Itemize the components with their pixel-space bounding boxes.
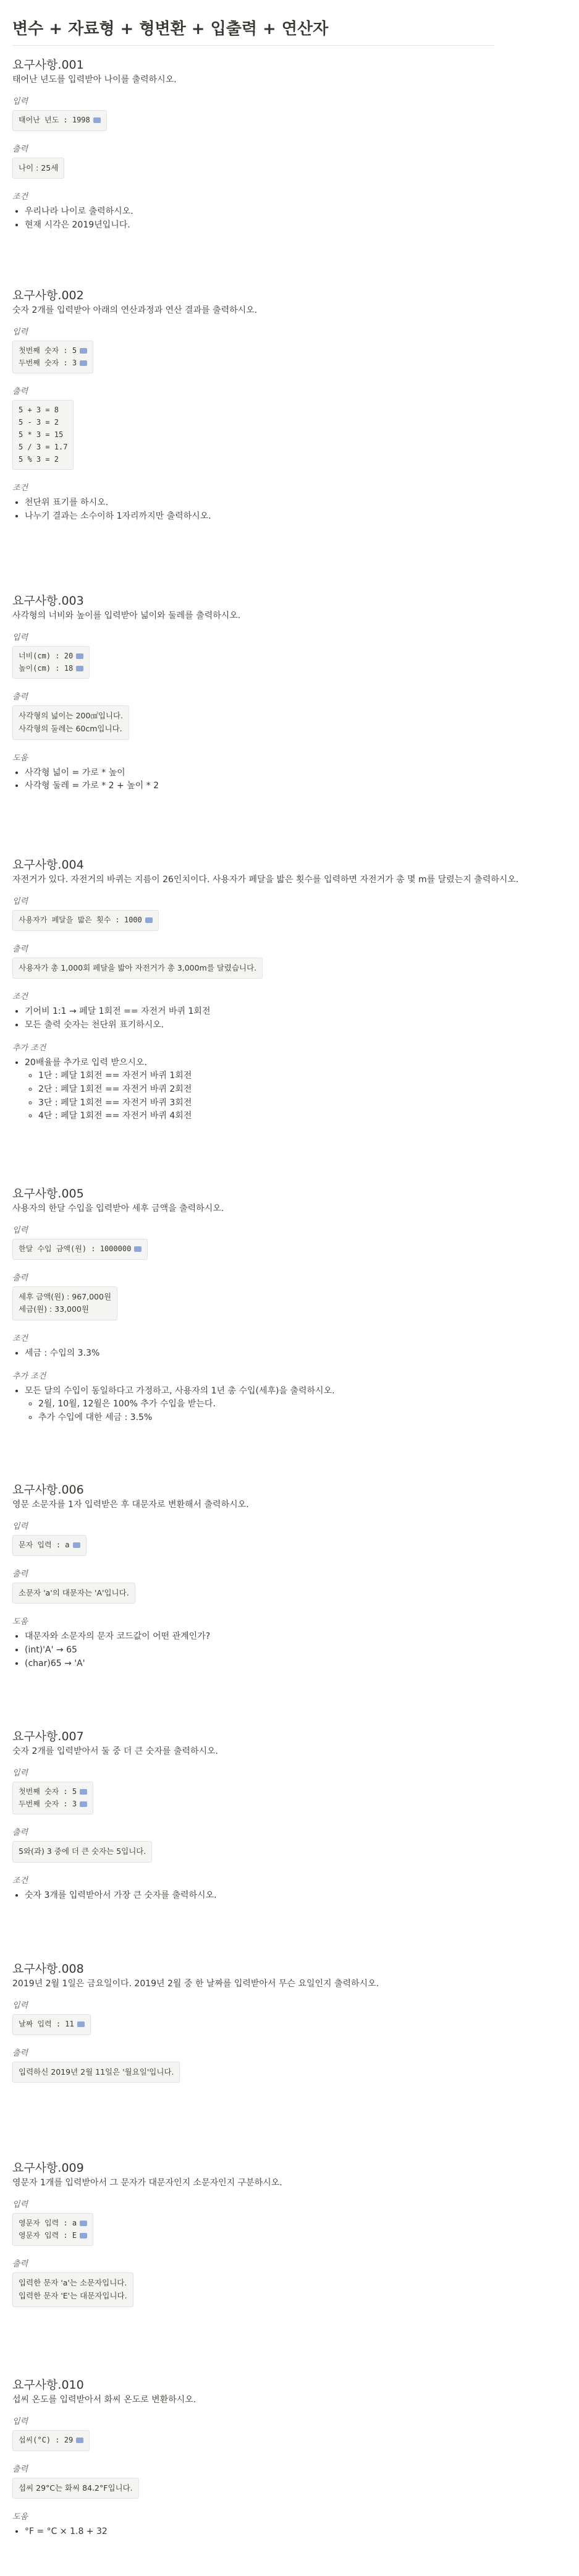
section-description: 자전거가 있다. 자전거의 바퀴는 지름이 26인치이다. 사용자가 페달을 밟은 횟수를 입력하면 자전거가 총 몇 m를 달렸는지 출력하시오. bbox=[12, 875, 519, 885]
output-box bbox=[12, 1841, 152, 1863]
input-label: 입력 bbox=[12, 2000, 28, 2010]
output-label: 출력 bbox=[12, 944, 28, 954]
list-item bbox=[25, 767, 556, 780]
list-item-text: 우리나라 나이로 출력하시오. bbox=[25, 206, 133, 217]
page-title: 변수 + 자료형 + 형변환 + 입출력 + 연산자 bbox=[12, 16, 494, 46]
output-box bbox=[12, 158, 64, 179]
input-line bbox=[19, 2217, 87, 2230]
list-item bbox=[25, 219, 556, 232]
output-line bbox=[19, 404, 67, 417]
sub-list-item: ◦ 2단 : 페달 1회전 == 자전거 바퀴 2회전 bbox=[38, 1083, 556, 1097]
input-line bbox=[19, 2018, 85, 2031]
input-text: 문자 입력 : a bbox=[19, 1540, 70, 1549]
section-description: 영문 소문자를 1자 입력받은 후 대문자로 변환해서 출력하시오. bbox=[12, 1500, 249, 1510]
cursor-icon bbox=[80, 2221, 87, 2226]
output-label: 출력 bbox=[12, 1273, 28, 1283]
condition-label: 조건 bbox=[12, 1333, 28, 1343]
output-line bbox=[19, 2482, 133, 2495]
output-box bbox=[12, 1286, 117, 1320]
input-box bbox=[12, 1782, 93, 1815]
input-line bbox=[19, 650, 83, 663]
input-line bbox=[19, 357, 87, 370]
section-title: 요구사항.009 bbox=[12, 2161, 84, 2175]
section-title: 요구사항.003 bbox=[12, 594, 84, 608]
section-002 bbox=[12, 286, 556, 532]
list-item-text: °F = °C × 1.8 + 32 bbox=[25, 2527, 108, 2537]
input-label: 입력 bbox=[12, 2200, 28, 2209]
list-item bbox=[25, 1657, 556, 1671]
input-line bbox=[19, 1243, 142, 1256]
list-item bbox=[25, 510, 556, 524]
output-line bbox=[19, 2290, 127, 2303]
cursor-icon bbox=[73, 1542, 80, 1548]
cursor-icon bbox=[80, 2233, 87, 2238]
input-label: 입력 bbox=[12, 1225, 28, 1235]
input-box bbox=[12, 110, 107, 131]
sub-list-item: ◦ 3단 : 페달 1회전 == 자전거 바퀴 3회전 bbox=[38, 1097, 556, 1110]
output-label: 출력 bbox=[12, 2259, 28, 2269]
condition-list bbox=[12, 1889, 556, 1903]
output-label: 출력 bbox=[12, 692, 28, 702]
section-description: 영문자 1개를 입력받아서 그 문자가 대문자인지 소문자인지 구분하시오. bbox=[12, 2178, 282, 2188]
input-label: 입력 bbox=[12, 2417, 28, 2426]
section-description: 섭씨 온도를 입력받아서 화씨 온도로 변환하시오. bbox=[12, 2395, 197, 2405]
input-text: 두번째 숫자 : 3 bbox=[19, 358, 77, 367]
hint-list bbox=[12, 767, 556, 793]
section-title: 요구사항.007 bbox=[12, 1730, 84, 1743]
list-item-text: 숫자 3개를 입력받아서 가장 큰 숫자를 출력하시오. bbox=[25, 1890, 217, 1901]
hint-label: 도움 bbox=[12, 2512, 28, 2522]
input-box bbox=[12, 1535, 87, 1556]
output-line bbox=[19, 2066, 174, 2079]
input-text: 높이(cm) : 18 bbox=[19, 663, 74, 673]
list-item-text: 모든 달의 수입이 동일하다고 가정하고, 사용자의 1년 총 수입(세후)을 출력하시오. bbox=[25, 1385, 335, 1396]
additional-label: 추가 조건 bbox=[12, 1043, 46, 1053]
list-item-text: 현재 시각은 2019년입니다. bbox=[25, 220, 130, 230]
output-text: 소문자 'a'의 대문자는 'A'입니다. bbox=[19, 1588, 129, 1597]
input-text: 너비(cm) : 20 bbox=[19, 651, 74, 660]
input-text: 두번째 숫자 : 3 bbox=[19, 1799, 77, 1808]
section-008 bbox=[12, 1960, 556, 2094]
output-text: 사각형의 둘레는 60cm입니다. bbox=[19, 724, 122, 734]
input-label: 입력 bbox=[12, 96, 28, 106]
output-text: 세후 금액(원) : 967,000원 bbox=[19, 1291, 112, 1301]
list-item bbox=[25, 1644, 556, 1657]
cursor-icon bbox=[145, 917, 153, 923]
output-label: 출력 bbox=[12, 1569, 28, 1579]
list-item-text: (char)65 → 'A' bbox=[25, 1658, 85, 1668]
list-item bbox=[25, 1347, 556, 1361]
output-text: 입력하신 2019년 2월 11일은 '월요일'입니다. bbox=[19, 2067, 174, 2077]
list-item-text: 20배율를 추가로 입력 받으시오. bbox=[25, 1057, 147, 1068]
input-box bbox=[12, 646, 90, 679]
input-line bbox=[19, 914, 153, 927]
list-item bbox=[25, 1889, 556, 1903]
input-text: 영문자 입력 : E bbox=[19, 2230, 77, 2240]
output-label: 출력 bbox=[12, 144, 28, 154]
list-item-text: (int)'A' → 65 bbox=[25, 1645, 77, 1655]
sub-list-item: ◦ 추가 수입에 대한 세금 : 3.5% bbox=[38, 1411, 556, 1425]
hint-list bbox=[12, 1630, 556, 1670]
list-item bbox=[25, 780, 556, 793]
list-item bbox=[25, 2525, 556, 2539]
list-item-text: 천단위 표기를 하시오. bbox=[25, 498, 109, 508]
section-007 bbox=[12, 1727, 556, 1911]
section-title: 요구사항.004 bbox=[12, 858, 84, 872]
input-box bbox=[12, 2213, 93, 2247]
condition-label: 조건 bbox=[12, 192, 28, 202]
output-text: 5 / 3 = 1.7 bbox=[19, 442, 68, 451]
output-text: 입력한 문자 'a'는 소문자입니다. bbox=[19, 2278, 127, 2288]
input-label: 입력 bbox=[12, 327, 28, 337]
list-item bbox=[25, 1005, 556, 1019]
output-box bbox=[12, 2062, 180, 2083]
output-label: 출력 bbox=[12, 2464, 28, 2474]
input-text: 영문자 입력 : a bbox=[19, 2218, 77, 2227]
output-box bbox=[12, 705, 129, 739]
cursor-icon bbox=[76, 666, 83, 671]
output-line bbox=[19, 429, 67, 441]
input-label: 입력 bbox=[12, 632, 28, 642]
output-label: 출력 bbox=[12, 387, 28, 397]
cursor-icon bbox=[80, 360, 87, 366]
input-line bbox=[19, 345, 87, 357]
output-line bbox=[19, 1303, 111, 1316]
input-label: 입력 bbox=[12, 1521, 28, 1531]
section-009 bbox=[12, 2159, 556, 2318]
input-line bbox=[19, 2434, 83, 2447]
output-line bbox=[19, 1291, 111, 1304]
additional-list bbox=[12, 1056, 556, 1123]
section-title: 요구사항.006 bbox=[12, 1483, 84, 1497]
output-line bbox=[19, 454, 67, 466]
list-item bbox=[25, 205, 556, 219]
list-item-text: 대문자와 소문자의 문자 코드값이 어떤 관계인가? bbox=[25, 1631, 211, 1642]
input-line bbox=[19, 663, 83, 675]
section-004 bbox=[12, 856, 556, 1132]
section-title: 요구사항.001 bbox=[12, 58, 84, 72]
output-text: 사용자가 총 1,000회 페달을 밟아 자전거가 총 3,000m를 달렸습니다. bbox=[19, 963, 257, 972]
list-item-text: 기어비 1:1 → 페달 1회전 == 자전거 바퀴 1회전 bbox=[25, 1006, 211, 1017]
output-text: 5 * 3 = 15 bbox=[19, 430, 64, 440]
condition-list bbox=[12, 1005, 556, 1032]
list-item-text: 나누기 결과는 소수이하 1자리까지만 출력하시오. bbox=[25, 511, 211, 522]
cursor-icon bbox=[134, 1246, 142, 1252]
output-line bbox=[19, 417, 67, 429]
cursor-icon bbox=[93, 117, 101, 123]
input-label: 입력 bbox=[12, 1768, 28, 1778]
list-item-text: 사각형 둘레 = 가로 * 2 + 높이 * 2 bbox=[25, 781, 159, 791]
list-item bbox=[25, 496, 556, 510]
additional-label: 추가 조건 bbox=[12, 1371, 46, 1381]
output-label: 출력 bbox=[12, 2048, 28, 2058]
sub-list-item: ◦ 2월, 10월, 12월은 100% 추가 수입을 받는다. bbox=[38, 1398, 556, 1411]
output-text: 5 + 3 = 8 bbox=[19, 406, 59, 415]
list-item-text: 사각형 넓이 = 가로 * 높이 bbox=[25, 767, 125, 778]
hint-label: 도움 bbox=[12, 753, 28, 763]
output-text: 5 % 3 = 2 bbox=[19, 454, 59, 464]
list-item-text: 세금 : 수입의 3.3% bbox=[25, 1348, 100, 1358]
list-item bbox=[25, 1056, 556, 1123]
output-label: 출력 bbox=[12, 1828, 28, 1838]
output-line bbox=[19, 723, 123, 736]
output-box bbox=[12, 958, 263, 979]
output-box bbox=[12, 2272, 133, 2306]
cursor-icon bbox=[80, 348, 87, 354]
input-line bbox=[19, 1798, 87, 1811]
input-text: 태어난 년도 : 1998 bbox=[19, 115, 90, 124]
input-text: 사용자가 페달을 밟은 횟수 : 1000 bbox=[19, 915, 142, 924]
cursor-icon bbox=[80, 1801, 87, 1807]
list-item bbox=[25, 1019, 556, 1032]
list-item bbox=[25, 1385, 556, 1425]
input-text: 첫번째 숫자 : 5 bbox=[19, 1787, 77, 1796]
section-description: 2019년 2월 1일은 금요일이다. 2019년 2월 중 한 날짜를 입력받아서 무슨 요일인지 출력하시오. bbox=[12, 1979, 379, 1989]
additional-list bbox=[12, 1385, 556, 1425]
sub-list bbox=[25, 1069, 556, 1123]
output-line bbox=[19, 162, 58, 175]
output-text: 섭씨 29°C는 화씨 84.2°F입니다. bbox=[19, 2483, 133, 2493]
input-text: 한달 수입 금액(원) : 1000000 bbox=[19, 1244, 132, 1253]
section-description: 사각형의 너비와 높이를 입력받아 넓이와 둘레를 출력하시오. bbox=[12, 611, 241, 621]
condition-list bbox=[12, 205, 556, 232]
input-line bbox=[19, 114, 101, 127]
list-item-text: 모든 출력 숫자는 천단위 표기하시오. bbox=[25, 1020, 164, 1030]
input-text: 날짜 입력 : 11 bbox=[19, 2019, 74, 2028]
section-001 bbox=[12, 56, 556, 241]
list-item bbox=[25, 1630, 556, 1644]
input-text: 섭씨(°C) : 29 bbox=[19, 2435, 74, 2444]
input-label: 입력 bbox=[12, 896, 28, 906]
input-box bbox=[12, 1239, 148, 1260]
condition-list bbox=[12, 496, 556, 523]
section-description: 숫자 2개를 입력받아서 둘 중 더 큰 숫자를 출력하시오. bbox=[12, 1746, 218, 1756]
sub-list-item: ◦ 4단 : 페달 1회전 == 자전거 바퀴 4회전 bbox=[38, 1110, 556, 1123]
input-line bbox=[19, 1539, 80, 1552]
output-box bbox=[12, 1583, 135, 1604]
output-line bbox=[19, 962, 256, 975]
output-text: 나이 : 25세 bbox=[19, 163, 59, 172]
output-text: 5 - 3 = 2 bbox=[19, 418, 59, 427]
sub-list bbox=[25, 1398, 556, 1424]
cursor-icon bbox=[76, 653, 83, 659]
output-text: 5와(과) 3 중에 더 큰 숫자는 5입니다. bbox=[19, 1847, 146, 1856]
output-line bbox=[19, 710, 123, 723]
input-box bbox=[12, 341, 93, 374]
output-text: 입력한 문자 'E'는 대문자입니다. bbox=[19, 2291, 127, 2301]
section-description: 태어난 년도를 입력받아 나이를 출력하시오. bbox=[12, 75, 177, 85]
condition-label: 조건 bbox=[12, 483, 28, 493]
section-title: 요구사항.005 bbox=[12, 1187, 84, 1201]
hint-list bbox=[12, 2525, 556, 2539]
section-005 bbox=[12, 1184, 556, 1434]
output-line bbox=[19, 441, 67, 454]
output-box bbox=[12, 2478, 139, 2499]
condition-label: 조건 bbox=[12, 992, 28, 1002]
input-box bbox=[12, 2014, 91, 2035]
section-title: 요구사항.002 bbox=[12, 289, 84, 302]
section-description: 사용자의 한달 수입을 입력받아 세후 금액을 출력하시오. bbox=[12, 1204, 224, 1214]
output-text: 사각형의 넓이는 200㎠입니다. bbox=[19, 711, 124, 721]
condition-label: 조건 bbox=[12, 1876, 28, 1886]
section-006 bbox=[12, 1481, 556, 1679]
section-description: 숫자 2개를 입력받아 아래의 연산과정과 연산 결과를 출력하시오. bbox=[12, 305, 258, 315]
cursor-icon bbox=[77, 2021, 85, 2027]
input-line bbox=[19, 2230, 87, 2242]
output-text: 세금(원) : 33,000원 bbox=[19, 1304, 89, 1314]
input-line bbox=[19, 1786, 87, 1798]
section-title: 요구사항.008 bbox=[12, 1962, 84, 1976]
section-010 bbox=[12, 2376, 556, 2548]
input-box bbox=[12, 910, 159, 931]
sub-list-item: ◦ 1단 : 페달 1회전 == 자전거 바퀴 1회전 bbox=[38, 1069, 556, 1083]
output-box bbox=[12, 400, 74, 470]
hint-label: 도움 bbox=[12, 1617, 28, 1627]
input-box bbox=[12, 2430, 90, 2451]
section-title: 요구사항.010 bbox=[12, 2378, 84, 2392]
output-line bbox=[19, 1845, 146, 1858]
section-003 bbox=[12, 592, 556, 802]
cursor-icon bbox=[80, 1789, 87, 1795]
output-line bbox=[19, 1587, 129, 1600]
input-text: 첫번째 숫자 : 5 bbox=[19, 346, 77, 355]
cursor-icon bbox=[76, 2438, 83, 2443]
output-line bbox=[19, 2277, 127, 2290]
condition-list bbox=[12, 1347, 556, 1361]
